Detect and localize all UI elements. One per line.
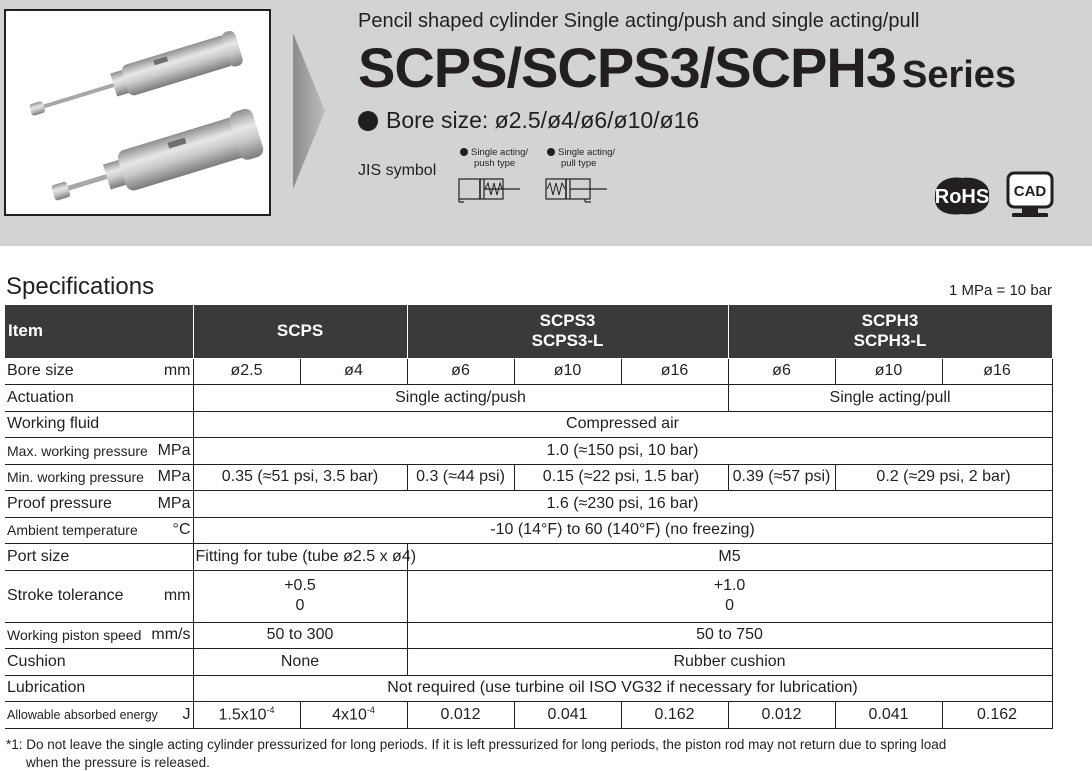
table-cell: 50 to 750 (407, 622, 1052, 649)
row-label: Stroke tolerance mm (5, 570, 193, 622)
product-photo (4, 9, 271, 216)
table-cell: ø2.5 (193, 358, 300, 385)
row-label: Allowable absorbed energy J (5, 702, 193, 729)
row-label: Proof pressure MPa (5, 491, 193, 518)
bore-size-text: Bore size: ø2.5/ø4/ø6/ø10/ø16 (386, 107, 700, 133)
table-cell: +1.0 0 (407, 570, 1052, 622)
table-cell: 0.3 (≈44 psi) (407, 464, 514, 491)
row-label: Bore size mm (5, 358, 193, 385)
row-label: Min. working pressure MPa (5, 464, 193, 491)
table-cell: Single acting/pull (728, 385, 1052, 412)
table-cell: ø4 (300, 358, 407, 385)
table-row (5, 385, 1052, 412)
row-label: Port size (5, 544, 193, 571)
table-cell: +0.5 0 (193, 570, 407, 622)
table-cell: 0.162 (942, 702, 1052, 729)
bullet-icon (358, 111, 378, 131)
column-header-scph3: SCPH3 SCPH3-L (728, 305, 1052, 358)
table-cell: 0.162 (621, 702, 728, 729)
model-names: SCPS/SCPS3/SCPH3 (358, 36, 896, 99)
table-cell: 0.041 (514, 702, 621, 729)
table-cell: ø6 (407, 358, 514, 385)
row-label: Lubrication (5, 675, 193, 702)
table-row (5, 649, 1052, 676)
cad-label: CAD (1013, 183, 1047, 200)
table-cell: 0.2 (≈29 psi, 2 bar) (835, 464, 1052, 491)
unit-note: 1 MPa = 10 bar (949, 282, 1052, 299)
table-row (5, 358, 1052, 385)
row-label: Max. working pressure MPa (5, 438, 193, 465)
symbol-push-label: Single acting/ push type (460, 147, 528, 169)
cad-badge-icon (1006, 171, 1054, 219)
table-cell: 0.35 (≈51 psi, 3.5 bar) (193, 464, 407, 491)
table-cell: Fitting for tube (tube ø2.5 x ø4) (193, 544, 407, 571)
arrow-graphic (293, 33, 325, 189)
bullet-icon (460, 148, 468, 156)
table-cell: Compressed air (193, 411, 1052, 438)
table-cell: 0.012 (407, 702, 514, 729)
table-cell: 0.012 (728, 702, 835, 729)
table-cell: 50 to 300 (193, 622, 407, 649)
bullet-icon (547, 148, 555, 156)
footnote: *1: Do not leave the single acting cylinder pressurized for long periods. If it is left pressurized for long periods, the piston rod may not return due to spring load when the pressure is released. (6, 737, 947, 770)
table-row (5, 702, 1052, 729)
header-banner (0, 0, 1092, 246)
push-type-symbol-icon (458, 175, 522, 203)
pull-type-symbol-icon (545, 175, 609, 203)
table-row (5, 438, 1052, 465)
table-cell: None (193, 649, 407, 676)
series-label: Series (901, 54, 1017, 96)
column-header-scps: SCPS (193, 305, 407, 358)
table-row (5, 491, 1052, 518)
table-cell: ø16 (942, 358, 1052, 385)
table-row (5, 544, 1052, 571)
table-row (5, 570, 1052, 622)
symbol-pull-label: Single acting/ pull type (547, 147, 615, 169)
row-label: Working piston speed mm/s (5, 622, 193, 649)
rohs-badge-icon (929, 174, 995, 218)
table-cell: M5 (407, 544, 1052, 571)
row-label: Ambient temperature °C (5, 517, 193, 544)
table-cell: $1.5x10^{-4}$ (193, 702, 300, 729)
table-row (5, 411, 1052, 438)
table-cell: ø10 (835, 358, 942, 385)
table-cell: 0.041 (835, 702, 942, 729)
table-row (5, 517, 1052, 544)
table-cell: 0.39 (≈57 psi) (728, 464, 835, 491)
table-cell: $4x10^{-4}$ (300, 702, 407, 729)
specifications-table (5, 305, 1053, 729)
table-cell: Not required (use turbine oil ISO VG32 if necessary for lubrication) (193, 675, 1052, 702)
table-cell: 1.0 (≈150 psi, 10 bar) (193, 438, 1052, 465)
table-cell: Single acting/push (193, 385, 728, 412)
table-cell: 0.15 (≈22 psi, 1.5 bar) (514, 464, 728, 491)
table-cell: -10 (14°F) to 60 (140°F) (no freezing) (193, 517, 1052, 544)
row-label: Working fluid (5, 411, 193, 438)
series-title (358, 33, 1016, 110)
specifications-heading: Specifications (6, 273, 155, 300)
row-label: Cushion (5, 649, 193, 676)
table-cell: ø16 (621, 358, 728, 385)
table-row (5, 622, 1052, 649)
table-row (5, 675, 1052, 702)
table-cell: Rubber cushion (407, 649, 1052, 676)
subtitle: Pencil shaped cylinder Single acting/push and single acting/pull (358, 10, 920, 32)
rohs-label: RoHS (934, 186, 990, 208)
table-cell: ø10 (514, 358, 621, 385)
table-cell: 1.6 (≈230 psi, 16 bar) (193, 491, 1052, 518)
column-header-item: Item (5, 305, 193, 358)
table-row (5, 464, 1052, 491)
table-cell: ø6 (728, 358, 835, 385)
column-header-scps3: SCPS3 SCPS3-L (407, 305, 728, 358)
bore-size-line (358, 107, 699, 134)
jis-symbol-label: JIS symbol (358, 162, 437, 179)
row-label: Actuation (5, 385, 193, 412)
